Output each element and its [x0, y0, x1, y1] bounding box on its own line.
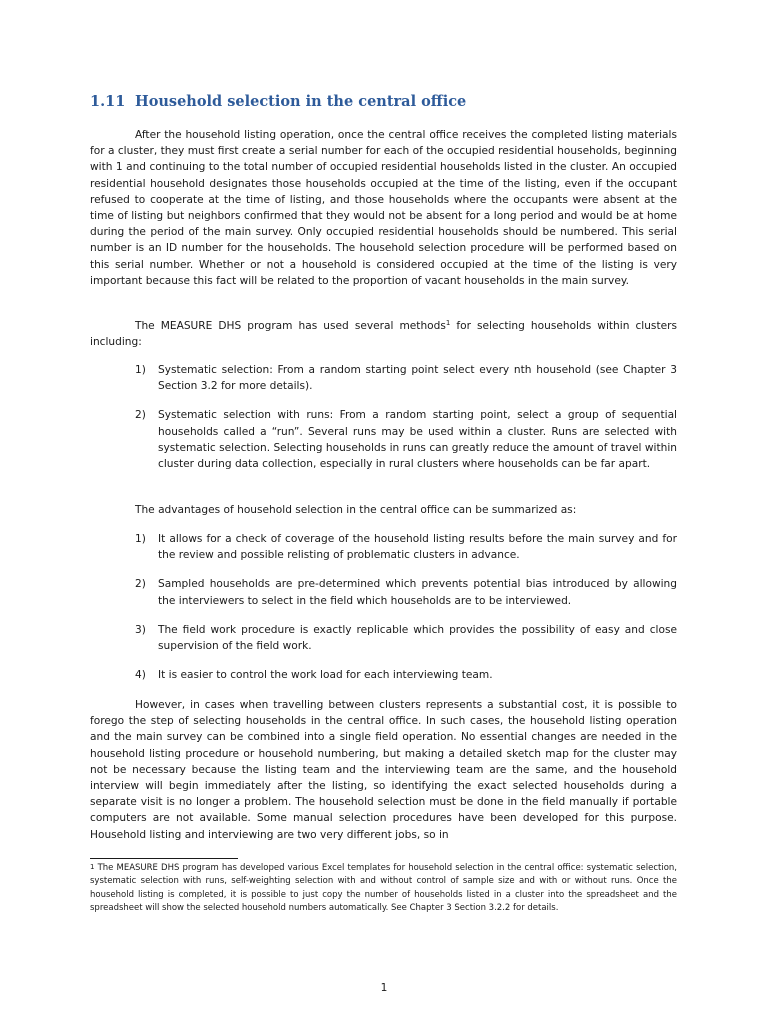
list-marker: 4) [135, 669, 146, 682]
paragraph-field-selection: However, in cases when travelling between clusters represents a substantial cost, it is possible to forego the step of selecting households in the central office. In such cases, the household listing operation and the main survey can be combined into a single field operation. No essential changes are needed in the household listing procedure or household numbering, but making a detailed sketch map for the cluster may not be necessary because the listing team and the interviewing team are the same, and the household interview will begin immediately after the listing, so identifying the exact selected households during a separate visit is no longer a problem. The household selection must be done in the field manually if portable computers are not available. Some manual selection procedures have been developed for this purpose. Household listing and interviewing are two very different jobs, so in [90, 699, 677, 841]
list-item [135, 667, 677, 683]
advantages-list [135, 531, 677, 696]
list-item-text: The field work procedure is exactly replicable which provides the possibility of easy and close supervision of the field work. [158, 623, 677, 653]
list-marker: 3) [135, 623, 146, 636]
section-title: Household selection in the central office [135, 93, 467, 110]
list-item-text: Systematic selection with runs: From a random starting point, select a group of sequential households called a “run”. Several runs may be used within a cluster. Runs are selected with systematic selection. Selecting households in runs can greatly reduce the amount of travel within cluster during data collection, especially in rural clusters where households can be far apart. [158, 409, 677, 471]
list-marker: 2) [135, 409, 146, 422]
list-marker: 1) [135, 533, 146, 545]
paragraph-selection-methods [90, 318, 677, 350]
paragraph-advantages-intro: The advantages of household selection in the central office can be summarized as: [135, 504, 577, 516]
paragraph-text: The MEASURE DHS program has used several methods [135, 320, 446, 332]
footnote-reference[interactable]: 1 [445, 319, 451, 327]
paragraph-text: for selecting households within clusters including: [90, 320, 677, 349]
footnote [90, 862, 677, 916]
list-item [135, 622, 677, 654]
list-item-text: It allows for a check of coverage of the household listing results before the main survey and for the review and possible relisting of problematic clusters in advance. [158, 533, 677, 562]
list-item [135, 531, 677, 563]
section-number: 1.11 [90, 93, 126, 110]
list-item [135, 407, 677, 472]
list-item-text: Sampled households are pre-determined which prevents potential bias introduced by allowing the interviewers to select in the field which households are to be interviewed. [158, 578, 677, 607]
page-number: 1 [380, 982, 388, 994]
methods-list [135, 362, 677, 485]
list-item-text: Systematic selection: From a random starting point select every nth household (see Chapter 3 Section 3.2 for more details). [158, 364, 677, 393]
list-marker: 1) [135, 364, 146, 376]
paragraph-serial-numbering: After the household listing operation, once the central office receives the completed listing materials for a cluster, they must first create a serial number for each of the occupied residential households, beginning with 1 and continuing to the total number of occupied residential households listed in the cluster. An occupied residential household designates those households occupied at the time of the listing, even if the occupant refused to cooperate at the time of listing, and those households where the occupants were absent at the time of listing but neighbors confirmed that they would not be absent for a long period and would be at home during the period of the main survey. Only occupied residential households should be numbered. This serial number is an ID number for the households. The household selection procedure will be performed based on this serial number. Whether or not a household is considered occupied at the time of the listing is very important because this fact will be related to the proportion of vacant households in the main survey. [90, 129, 677, 287]
list-item-text: It is easier to control the work load for each interviewing team. [158, 669, 493, 682]
footnote-text: The MEASURE DHS program has developed various Excel templates for household selection in the central office: systematic selection, systematic selection with runs, self-weighting selection with and without control of sample size and with or without runs. Once the household listing is completed, it is possible to just copy the number of households listed in a cluster into the spreadsheet and the spreadsheet will show the selected household numbers automatically. See Chapter 3 Section 3.2.2 for details. [90, 863, 677, 914]
list-item [135, 576, 677, 608]
footnote-separator [90, 858, 238, 859]
footnote-marker: 1 [90, 863, 95, 871]
list-item [135, 362, 677, 394]
section-heading [90, 93, 466, 110]
list-marker: 2) [135, 578, 146, 591]
